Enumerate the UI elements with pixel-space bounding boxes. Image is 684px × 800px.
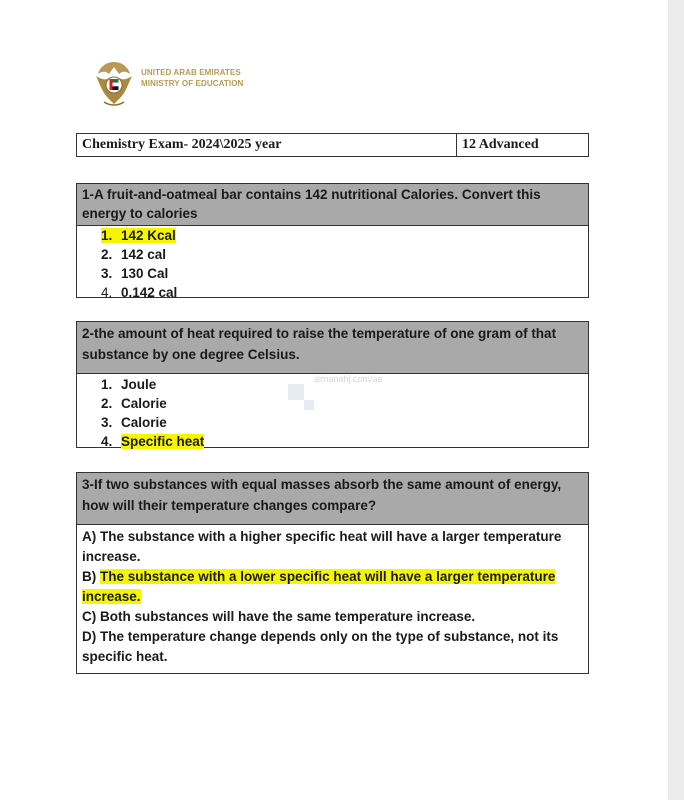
q2-option-3-num: 3. [101, 415, 113, 430]
q3-option-a-prefix: A) [82, 529, 97, 544]
q2-option-4 [101, 432, 588, 451]
ministry-line2: MINISTRY OF EDUCATION [141, 79, 244, 88]
q3-option-c [82, 607, 582, 627]
q1-option-3-num: 3. [101, 266, 113, 281]
ministry-line1: UNITED ARAB EMIRATES [141, 68, 241, 77]
question-3-text: 3-If two substances with equal masses absorb the same amount of energy, how will their temperature changes compare? [77, 473, 588, 525]
q3-option-b [82, 567, 582, 607]
q3-option-b-prefix: B) [82, 569, 97, 584]
exam-title: Chemistry Exam- 2024\2025 year [77, 134, 457, 156]
question-3 [76, 472, 589, 674]
question-3-options [77, 525, 588, 675]
q2-option-1 [101, 375, 588, 394]
q3-option-a-text: The substance with a higher specific heat will have a larger temperature increase. [82, 529, 562, 564]
q1-option-4-num: 4. [101, 285, 113, 300]
q1-option-3-text: 130 Cal [121, 266, 169, 281]
q2-option-4-num: 4. [101, 434, 113, 449]
q2-option-3-text: Calorie [121, 415, 167, 430]
exam-grade: 12 Advanced [462, 137, 539, 152]
uae-emblem-icon [92, 58, 136, 108]
q3-option-d [82, 627, 582, 667]
q2-option-1-text: Joule [121, 377, 157, 392]
q1-option-2-num: 2. [101, 247, 113, 262]
question-2-text: 2-the amount of heat required to raise the temperature of one gram of that substance by one degree Celsius. [77, 322, 588, 374]
question-2-options [77, 374, 588, 451]
question-1-options [77, 226, 588, 302]
q1-option-4 [101, 283, 588, 302]
q1-option-1 [101, 226, 588, 245]
q1-option-2 [101, 245, 588, 264]
q1-option-4-text: 0.142 cal [121, 285, 178, 300]
q1-option-1-text: 142 Kcal [121, 228, 176, 243]
q3-option-b-text: The substance with a lower specific heat will have a larger temperature increase. [82, 569, 556, 604]
q2-option-2 [101, 394, 588, 413]
q2-option-1-num: 1. [101, 377, 113, 392]
exam-header-table [76, 133, 589, 157]
question-1-text: 1-A fruit-and-oatmeal bar contains 142 nutritional Calories. Convert this energy to calories [77, 184, 588, 226]
watermark-url: almanahj.com/ae [314, 374, 383, 384]
q2-option-4-text: Specific heat [121, 434, 205, 449]
q2-option-3 [101, 413, 588, 432]
q3-option-d-text: The temperature change depends only on the type of substance, not its specific heat. [82, 629, 559, 664]
q3-option-a [82, 527, 582, 567]
q3-option-d-prefix: D) [82, 629, 97, 644]
question-2 [76, 321, 589, 448]
q1-option-3 [101, 264, 588, 283]
q2-option-2-text: Calorie [121, 396, 167, 411]
q1-option-1-num: 1. [101, 228, 113, 243]
question-1 [76, 183, 589, 298]
page-side-strip [668, 0, 684, 800]
q3-option-c-text: Both substances will have the same temperature increase. [100, 609, 476, 624]
ministry-heading [141, 67, 243, 89]
q3-option-c-prefix: C) [82, 609, 97, 624]
q1-option-2-text: 142 cal [121, 247, 167, 262]
q2-option-2-num: 2. [101, 396, 113, 411]
